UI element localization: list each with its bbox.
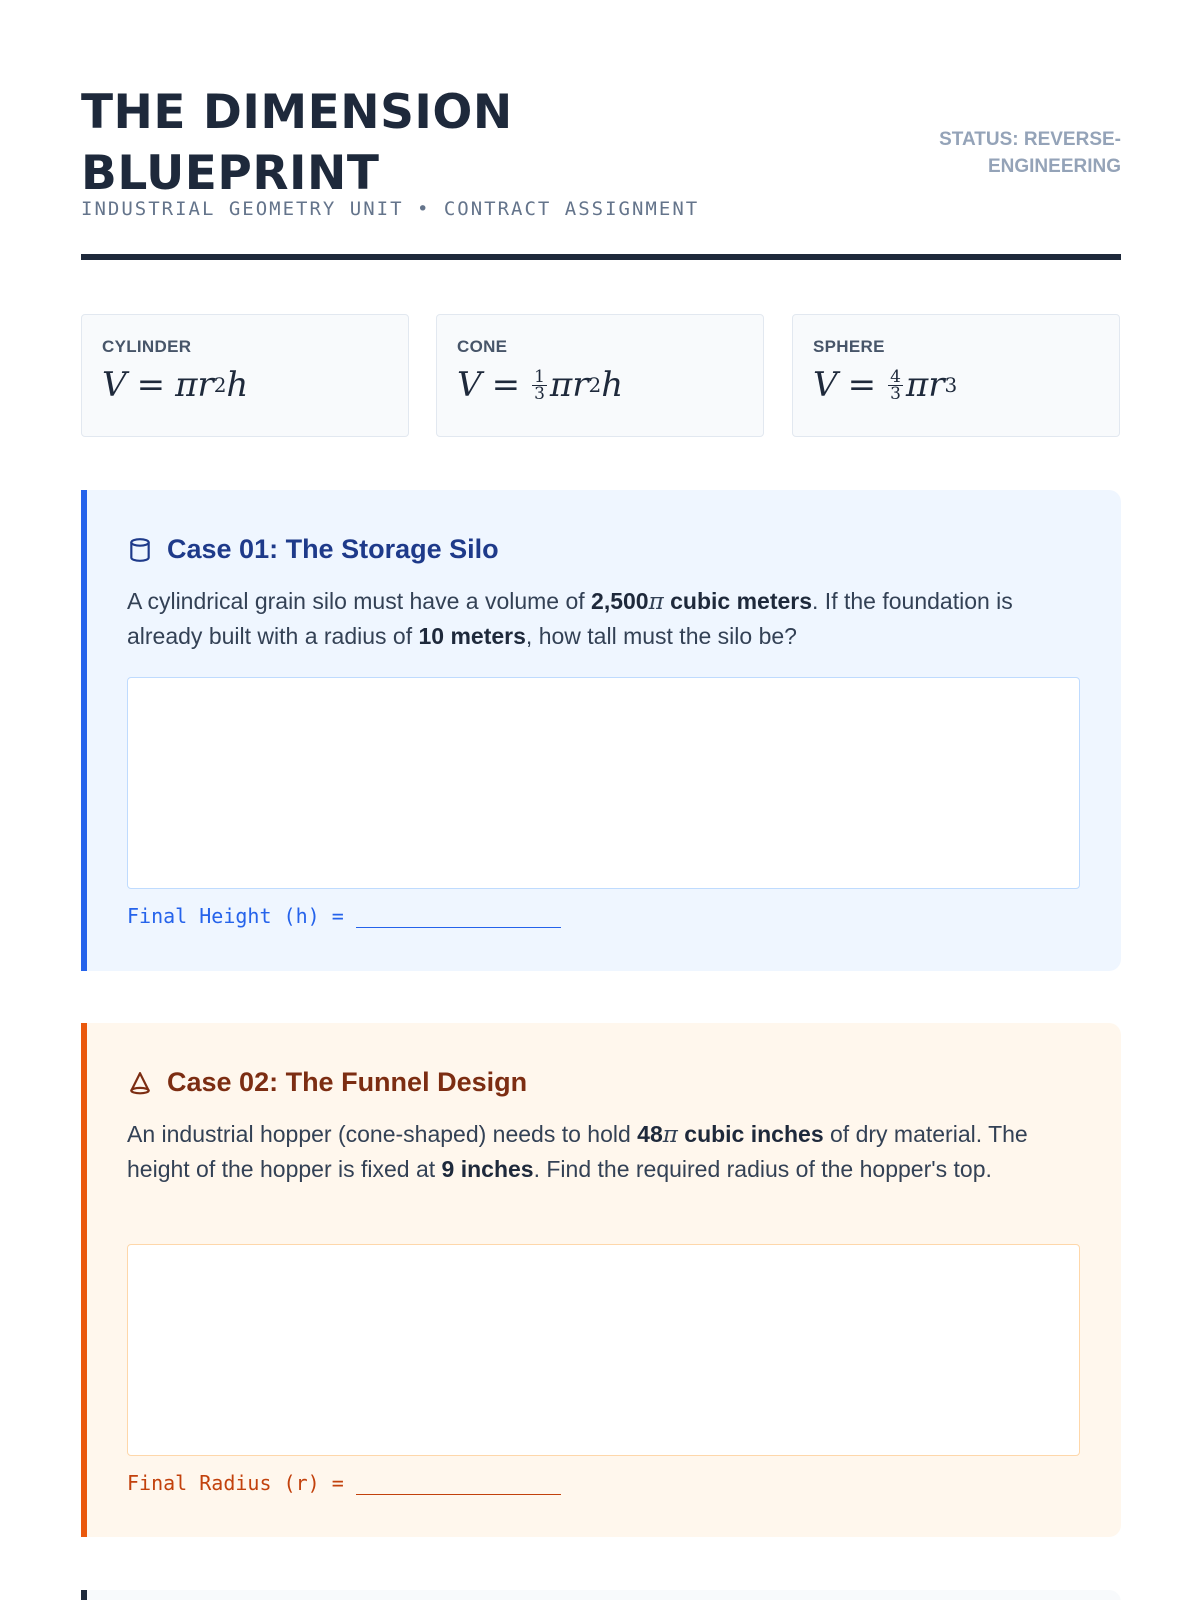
formula-var: r <box>197 365 214 405</box>
work-area[interactable] <box>127 677 1080 889</box>
fraction-denominator: 3 <box>890 383 901 404</box>
formula-expression <box>457 365 743 405</box>
formula-card-cone <box>436 314 764 437</box>
case-title: Case 01: The Storage Silo <box>167 534 499 564</box>
case-text-part: , how tall must the silo be? <box>525 623 797 649</box>
formula-exp: 3 <box>944 373 958 397</box>
case-text-part: . Find the required radius of the hopper's top. <box>533 1156 992 1182</box>
cone-icon <box>127 1070 153 1096</box>
fraction-numerator: 1 <box>534 366 545 387</box>
formula-eq: = <box>136 365 166 405</box>
answer-label: Final Radius (r) = <box>127 1471 344 1495</box>
formula-exp: 2 <box>588 373 602 397</box>
formula-label: SPHERE <box>813 337 885 356</box>
case-text-pi: π <box>648 589 664 615</box>
formula-fraction <box>888 366 903 404</box>
cylinder-icon <box>127 537 153 563</box>
formula-lhs: V <box>813 365 838 405</box>
formula-expression <box>813 365 1099 405</box>
status-label: STATUS: REVERSE-ENGINEERING <box>939 129 1121 177</box>
formula-label: CYLINDER <box>102 337 192 356</box>
case-card-storage-silo <box>81 490 1121 971</box>
case-text-bold: 9 inches <box>441 1156 534 1182</box>
formula-var: r <box>928 365 945 405</box>
answer-field[interactable] <box>127 1471 561 1495</box>
formula-label: CONE <box>457 337 508 356</box>
header-divider <box>81 254 1121 260</box>
answer-blank[interactable] <box>356 908 561 928</box>
answer-field[interactable] <box>127 904 561 928</box>
case-text-bold: 10 meters <box>418 623 526 649</box>
case-text-bold: cubic inches <box>677 1121 824 1147</box>
case-description <box>127 584 1077 653</box>
answer-label: Final Height (h) = <box>127 904 344 928</box>
formula-eq: = <box>491 365 521 405</box>
fraction-numerator: 4 <box>890 366 901 387</box>
formula-card-sphere <box>792 314 1120 437</box>
answer-blank[interactable] <box>356 1475 561 1495</box>
formula-fraction <box>532 366 547 404</box>
case-text-bold: 48 <box>637 1121 663 1147</box>
case-text-part: An industrial hopper (cone-shaped) needs to hold <box>127 1121 638 1147</box>
fraction-denominator: 3 <box>534 383 545 404</box>
formula-lhs: V <box>457 365 482 405</box>
formula-exp: 2 <box>213 373 227 397</box>
page-header <box>81 82 1121 262</box>
case-text-bold: 2,500 <box>591 588 649 614</box>
case-description <box>127 1117 1077 1186</box>
page-title: THE DIMENSION BLUEPRINT <box>81 85 513 201</box>
page-subtitle: INDUSTRIAL GEOMETRY UNIT • CONTRACT ASSIGNMENT <box>81 198 700 220</box>
case-header <box>127 534 499 565</box>
formula-tail: h <box>601 365 624 405</box>
formula-pi: π <box>175 365 198 405</box>
case-card-next <box>81 1590 1121 1600</box>
case-text-part: . If the foundation is already built with a radius of <box>127 588 1013 649</box>
case-card-funnel-design <box>81 1023 1121 1537</box>
case-text-part: A cylindrical grain silo must have a volume of <box>127 588 592 614</box>
formula-var: r <box>572 365 589 405</box>
work-area[interactable] <box>127 1244 1080 1456</box>
case-header <box>127 1067 527 1098</box>
formula-eq: = <box>847 365 877 405</box>
formula-lhs: V <box>102 365 127 405</box>
case-title: Case 02: The Funnel Design <box>167 1067 528 1097</box>
formula-expression <box>102 365 388 405</box>
formula-tail: h <box>226 365 249 405</box>
case-text-pi: π <box>662 1122 678 1148</box>
formula-pi: π <box>549 365 573 405</box>
case-text-part: of dry material. The height of the hopper is fixed at <box>127 1121 1028 1182</box>
formula-card-cylinder <box>81 314 409 437</box>
formula-pi: π <box>905 365 929 405</box>
case-text-bold: cubic meters <box>663 588 813 614</box>
